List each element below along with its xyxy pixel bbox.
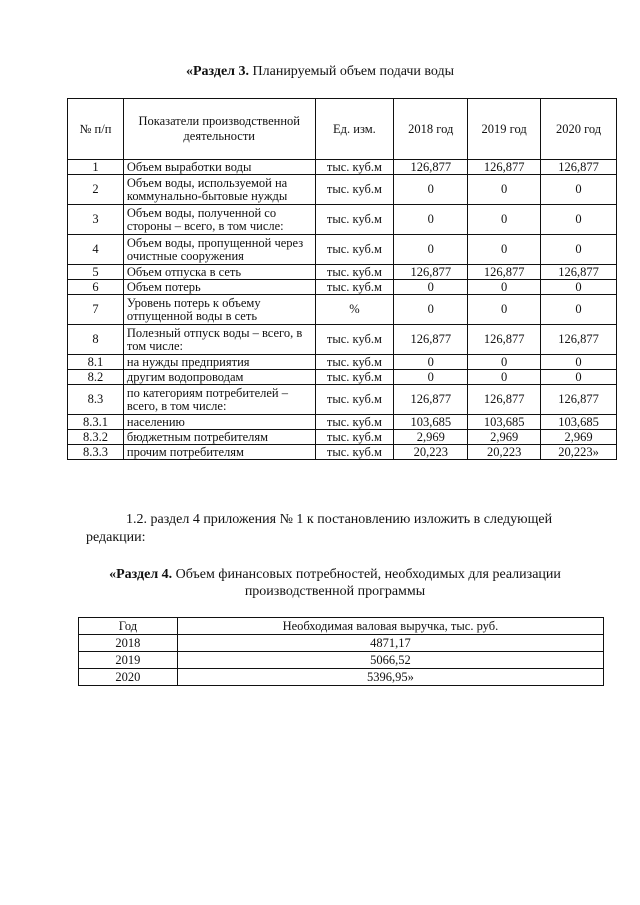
row-2020: 0	[541, 295, 617, 325]
table-row	[68, 445, 617, 460]
table-row	[68, 265, 617, 280]
table-row	[68, 235, 617, 265]
table-row	[79, 652, 604, 669]
row-2018: 0	[394, 205, 468, 235]
row-indicator: прочим потребителям	[123, 445, 315, 460]
row-2018: 0	[394, 280, 468, 295]
row-unit: тыс. куб.м	[315, 280, 394, 295]
row-indicator: Объем выработки воды	[123, 160, 315, 175]
row-year: 2020	[79, 669, 178, 686]
header-2019: 2019 год	[468, 99, 541, 160]
row-indicator: Объем отпуска в сеть	[123, 265, 315, 280]
table-row	[68, 415, 617, 430]
row-unit: тыс. куб.м	[315, 175, 394, 205]
row-num: 4	[68, 235, 124, 265]
row-2020: 0	[541, 370, 617, 385]
section4-title-line2: производственной программы	[244, 584, 426, 599]
row-indicator: Объем воды, полученной со стороны – всего, в том числе:	[123, 205, 315, 235]
row-indicator: другим водопроводам	[123, 370, 315, 385]
row-2018: 0	[394, 175, 468, 205]
water-supply-table	[67, 98, 617, 460]
row-2020: 0	[541, 205, 617, 235]
row-unit: тыс. куб.м	[315, 445, 394, 460]
row-num: 8.2	[68, 370, 124, 385]
row-revenue: 5396,95»	[177, 669, 603, 686]
row-unit: тыс. куб.м	[315, 235, 394, 265]
row-2019: 126,877	[468, 160, 541, 175]
row-2019: 0	[468, 235, 541, 265]
row-num: 8.3	[68, 385, 124, 415]
row-2020: 126,877	[541, 325, 617, 355]
row-unit: тыс. куб.м	[315, 265, 394, 280]
row-2019: 0	[468, 370, 541, 385]
row-indicator: Объем воды, пропущенной через очистные сооружения	[123, 235, 315, 265]
table-row	[79, 635, 604, 652]
row-2020: 0	[541, 280, 617, 295]
row-2020: 126,877	[541, 265, 617, 280]
row-num: 8.3.3	[68, 445, 124, 460]
header-year: Год	[79, 618, 178, 635]
row-2019: 126,877	[468, 325, 541, 355]
row-unit: тыс. куб.м	[315, 355, 394, 370]
row-2019: 0	[468, 175, 541, 205]
row-2020: 0	[541, 355, 617, 370]
row-2019: 126,877	[468, 265, 541, 280]
section4-title	[60, 566, 610, 600]
row-unit: тыс. куб.м	[315, 370, 394, 385]
row-indicator: на нужды предприятия	[123, 355, 315, 370]
row-2020: 126,877	[541, 160, 617, 175]
row-2020: 20,223»	[541, 445, 617, 460]
table-header-row	[68, 99, 617, 160]
row-num: 5	[68, 265, 124, 280]
section3-title-rest: Планируемый объем подачи воды	[249, 64, 455, 79]
row-num: 2	[68, 175, 124, 205]
amendment-paragraph	[86, 511, 606, 547]
header-num: № п/п	[68, 99, 124, 160]
table-row	[68, 175, 617, 205]
header-revenue: Необходимая валовая выручка, тыс. руб.	[177, 618, 603, 635]
section4-title-rest: Объем финансовых потребностей, необходимых для реализации	[172, 567, 561, 582]
row-2018: 126,877	[394, 160, 468, 175]
row-num: 3	[68, 205, 124, 235]
paragraph-line-2: редакции:	[86, 530, 146, 545]
financial-needs-table	[78, 617, 604, 686]
row-year: 2019	[79, 652, 178, 669]
row-revenue: 4871,17	[177, 635, 603, 652]
row-2018: 0	[394, 355, 468, 370]
table-row	[68, 355, 617, 370]
row-indicator: Объем потерь	[123, 280, 315, 295]
row-year: 2018	[79, 635, 178, 652]
row-unit: тыс. куб.м	[315, 385, 394, 415]
row-2018: 0	[394, 370, 468, 385]
row-indicator: по категориям потребителей – всего, в том числе:	[123, 385, 315, 415]
row-num: 8	[68, 325, 124, 355]
table-row	[68, 160, 617, 175]
row-2019: 126,877	[468, 385, 541, 415]
row-2019: 0	[468, 205, 541, 235]
table-row	[68, 370, 617, 385]
table-row	[68, 280, 617, 295]
row-2019: 103,685	[468, 415, 541, 430]
table-row	[68, 205, 617, 235]
row-num: 1	[68, 160, 124, 175]
row-indicator: бюджетным потребителям	[123, 430, 315, 445]
table-row	[68, 430, 617, 445]
row-unit: тыс. куб.м	[315, 430, 394, 445]
row-2020: 103,685	[541, 415, 617, 430]
row-2019: 0	[468, 355, 541, 370]
row-num: 8.3.1	[68, 415, 124, 430]
row-2019: 0	[468, 280, 541, 295]
row-num: 8.1	[68, 355, 124, 370]
paragraph-line-1: 1.2. раздел 4 приложения № 1 к постановлению изложить в следующей	[126, 512, 553, 527]
row-unit: тыс. куб.м	[315, 325, 394, 355]
row-2018: 0	[394, 295, 468, 325]
section3-title	[0, 64, 640, 80]
row-2018: 2,969	[394, 430, 468, 445]
row-indicator: населению	[123, 415, 315, 430]
row-2018: 20,223	[394, 445, 468, 460]
row-num: 6	[68, 280, 124, 295]
row-2018: 0	[394, 235, 468, 265]
section3-title-bold: «Раздел 3.	[185, 64, 250, 79]
row-unit: тыс. куб.м	[315, 415, 394, 430]
row-2019: 20,223	[468, 445, 541, 460]
table-row	[79, 669, 604, 686]
header-2018: 2018 год	[394, 99, 468, 160]
row-2020: 126,877	[541, 385, 617, 415]
row-unit: тыс. куб.м	[315, 160, 394, 175]
header-2020: 2020 год	[541, 99, 617, 160]
row-2018: 126,877	[394, 265, 468, 280]
row-unit: тыс. куб.м	[315, 205, 394, 235]
section4-title-bold: «Раздел 4.	[109, 567, 173, 582]
row-indicator: Уровень потерь к объему отпущенной воды в сеть	[123, 295, 315, 325]
table-header-row	[79, 618, 604, 635]
row-2018: 126,877	[394, 385, 468, 415]
row-2020: 0	[541, 235, 617, 265]
row-2019: 0	[468, 295, 541, 325]
row-num: 8.3.2	[68, 430, 124, 445]
header-unit: Ед. изм.	[315, 99, 394, 160]
row-indicator: Объем воды, используемой на коммунально-бытовые нужды	[123, 175, 315, 205]
row-2018: 126,877	[394, 325, 468, 355]
row-2020: 2,969	[541, 430, 617, 445]
row-2018: 103,685	[394, 415, 468, 430]
header-indicator: Показатели производственной деятельности	[123, 99, 315, 160]
row-revenue: 5066,52	[177, 652, 603, 669]
table-row	[68, 325, 617, 355]
row-unit: %	[315, 295, 394, 325]
row-indicator: Полезный отпуск воды – всего, в том числе:	[123, 325, 315, 355]
table-row	[68, 295, 617, 325]
table-row	[68, 385, 617, 415]
row-2019: 2,969	[468, 430, 541, 445]
row-2020: 0	[541, 175, 617, 205]
row-num: 7	[68, 295, 124, 325]
